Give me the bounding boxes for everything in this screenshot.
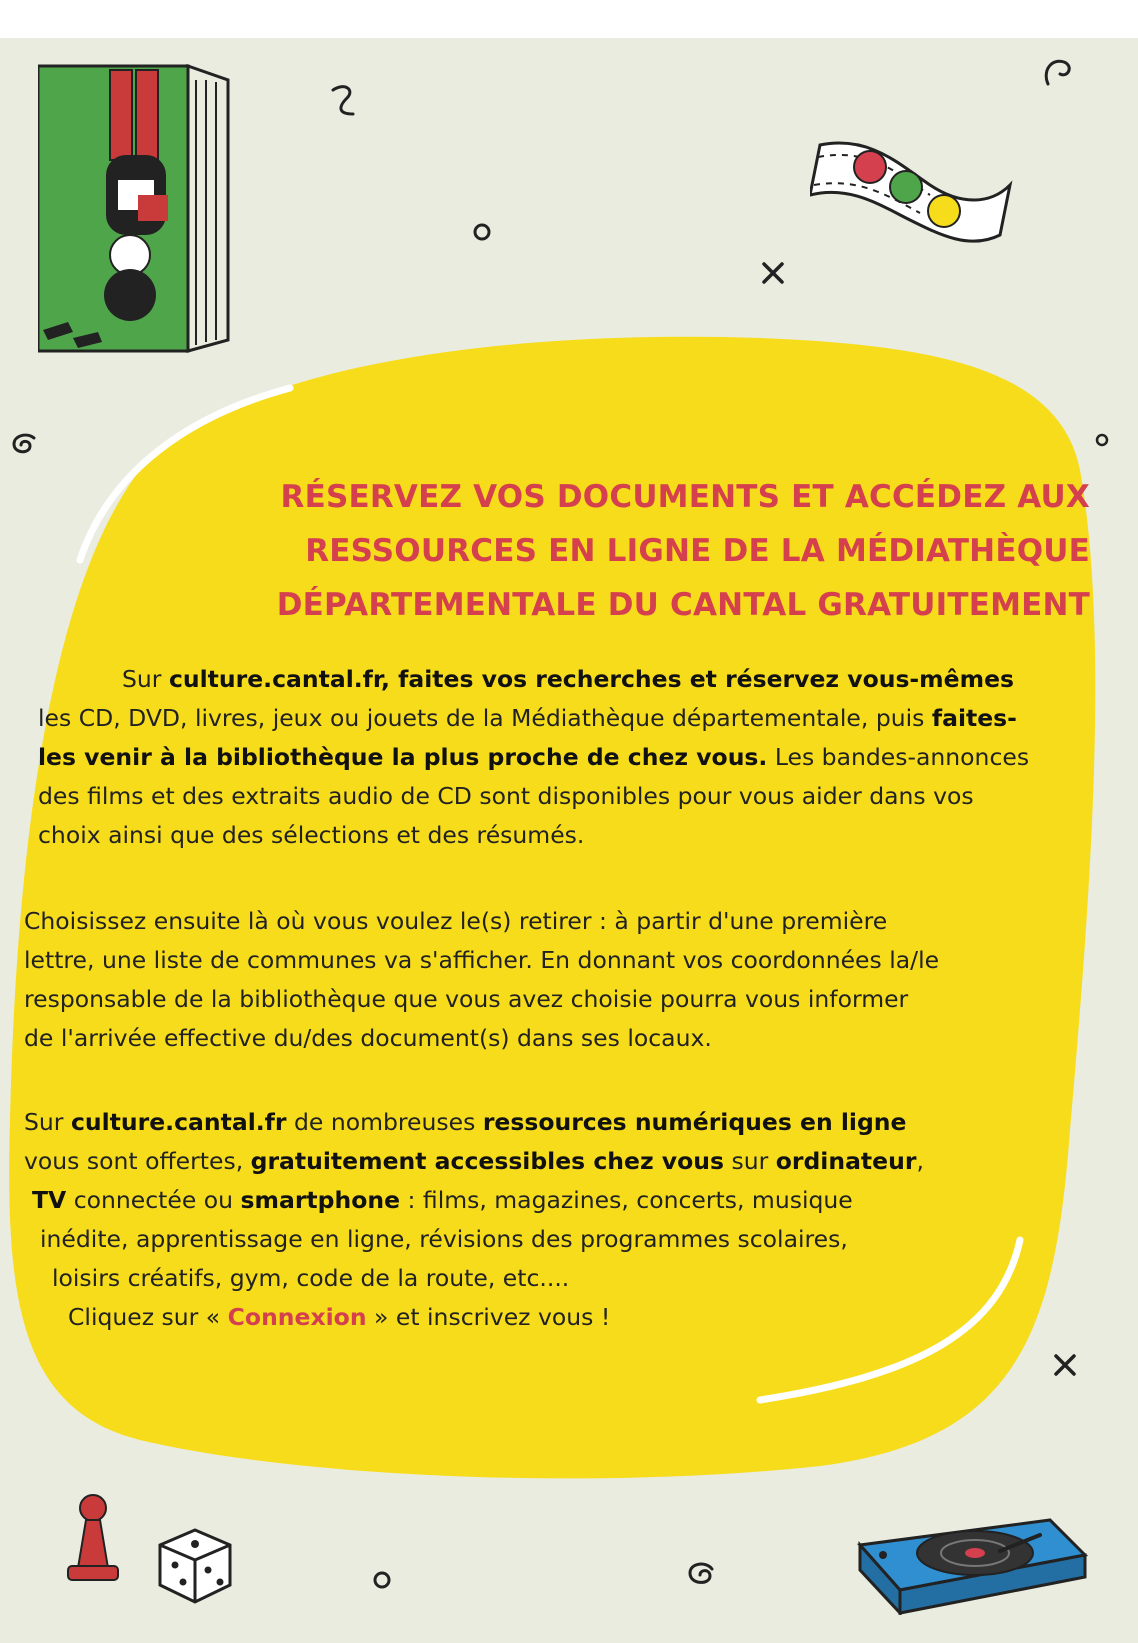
text-bold: ressources numériques en ligne [482, 1108, 907, 1136]
cross-icon [1050, 1350, 1080, 1380]
title-line: DÉPARTEMENTALE DU CANTAL GRATUITEMENT [276, 587, 1090, 623]
text-bold: faites- [931, 704, 1017, 732]
pawn-icon [58, 1490, 128, 1590]
text: les CD, DVD, livres, jeux ou jouets de la Médiathèque départementale, puis [38, 704, 932, 732]
text-bold: TV [32, 1186, 67, 1214]
text: Choisissez ensuite là où vous voulez le(s) retirer : à partir d'une première [24, 907, 888, 935]
connexion-link[interactable]: Connexion [227, 1303, 367, 1331]
circle-icon [370, 1568, 394, 1592]
title-line: RÉSERVEZ VOS DOCUMENTS ET ACCÉDEZ AUX [280, 479, 1090, 515]
text: de l'arrivée effective du/des document(s) dans ses locaux. [24, 1024, 712, 1052]
text: connectée ou [66, 1186, 241, 1214]
text-bold: smartphone [240, 1186, 401, 1214]
text: lettre, une liste de communes va s'afficher. En donnant vos coordonnées la/le [24, 946, 940, 974]
text: Cliquez sur « [68, 1303, 228, 1331]
circle-icon [470, 220, 494, 244]
swirl-icon [325, 80, 365, 120]
book-reader-icon [38, 60, 238, 370]
text: des films et des extraits audio de CD sont disponibles pour vous aider dans vos [38, 782, 974, 810]
text: de nombreuses [286, 1108, 483, 1136]
text: vous sont offertes, [24, 1147, 251, 1175]
text-bold: ordinateur [775, 1147, 917, 1175]
text: choix ainsi que des sélections et des résumés. [38, 821, 585, 849]
text: Sur [24, 1108, 71, 1136]
paragraph-reservation [38, 660, 1088, 855]
text: inédite, apprentissage en ligne, révisions des programmes scolaires, [40, 1225, 848, 1253]
website-link-text: culture.cantal.fr, faites vos recherches et réservez vous-mêmes [168, 665, 1015, 693]
text-bold: gratuitement accessibles chez vous [250, 1147, 724, 1175]
text: : films, magazines, concerts, musique [400, 1186, 853, 1214]
text: Sur [122, 665, 169, 693]
website-link-text: culture.cantal.fr [70, 1108, 287, 1136]
film-strip-icon [810, 125, 1020, 255]
text-bold: les venir à la bibliothèque la plus proche de chez vous. [38, 743, 768, 771]
swirl-icon [1040, 52, 1080, 92]
circle-icon [1092, 430, 1112, 450]
text: » et inscrivez vous ! [366, 1303, 611, 1331]
title-line: RESSOURCES EN LIGNE DE LA MÉDIATHÈQUE [305, 533, 1090, 569]
dice-icon [150, 1520, 240, 1610]
page-title [150, 470, 1090, 632]
text: loisirs créatifs, gym, code de la route, etc.... [52, 1264, 570, 1292]
paragraph-digital-resources [24, 1103, 1074, 1337]
text: responsable de la bibliothèque que vous avez choisie pourra vous informer [24, 985, 909, 1013]
text: , [916, 1147, 924, 1175]
text: sur [723, 1147, 776, 1175]
swirl-icon [4, 428, 38, 462]
turntable-icon [850, 1515, 1090, 1615]
cross-icon [758, 258, 788, 288]
paragraph-pickup [24, 902, 1084, 1058]
text: Les bandes-annonces [767, 743, 1030, 771]
swirl-icon [680, 1555, 720, 1595]
